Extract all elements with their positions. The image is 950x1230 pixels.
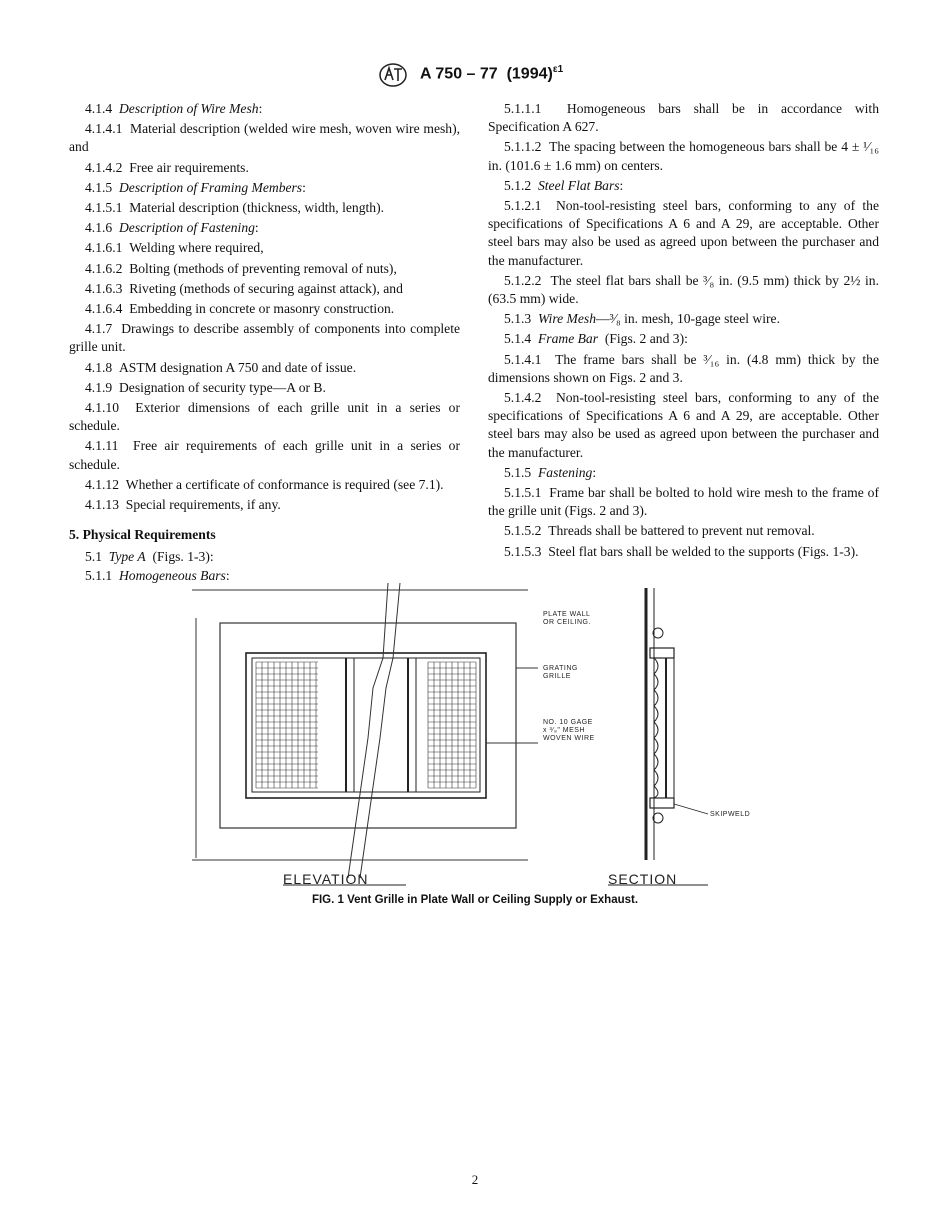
label-plate-wall-2: OR CEILING. [543, 619, 591, 626]
paragraph-5-1: 5.1 Type A (Figs. 1-3): [85, 549, 214, 565]
paragraph-4-1-6-1: 4.1.6.1 Welding where required, [85, 240, 264, 256]
label-section: SECTION [608, 871, 678, 887]
paragraph-4-1-8: 4.1.8 ASTM designation A 750 and date of issue. [85, 359, 357, 375]
wire-mesh-left [256, 662, 318, 788]
paragraph-5-1-4: 5.1.4 Frame Bar (Figs. 2 and 3): [504, 331, 688, 347]
right-column [488, 100, 879, 561]
label-weld: SKIPWELD [710, 811, 751, 818]
label-grating-2: GRILLE [543, 673, 571, 680]
paragraph-5-1-2-1: 5.1.2.1 Non-tool-resisting steel bars, conforming to any of the specifications of Specifications A 6 and A 29, are acceptable. Other steel bars may also be used as agreed upon between the purchaser and the manufacturer. [488, 198, 880, 268]
paragraph-5-1-1-2: 5.1.1.2 The spacing between the homogeneous bars shall be 4 ± ¹⁄₁₆ in. (101.6 ± 1.6 mm) on centers. [488, 139, 879, 173]
label-mesh: NO. 10 GAGE [543, 719, 593, 726]
label-mesh-2: x ³⁄₈" MESH [543, 727, 586, 734]
standard-designation: A 750 – 77 $(1994)^{\varepsilon 1}$ [420, 64, 564, 83]
paragraph-4-1-7: 4.1.7 Drawings to describe assembly of components into complete grille unit. [69, 321, 461, 355]
astm-logo-icon [378, 62, 408, 88]
paragraph-4-1-6-4: 4.1.6.4 Embedding in concrete or masonry construction. [85, 301, 395, 317]
paragraph-5-1-2-2: 5.1.2.2 The steel flat bars shall be ³⁄₈ in. (9.5 mm) thick by 2½ in. (63.5 mm) wide. [488, 272, 879, 307]
paragraph-4-1-6-3: 4.1.6.3 Riveting (methods of securing against attack), and [85, 280, 403, 296]
paragraph-4-1-11: 4.1.11 Free air requirements of each grille unit in a series or schedule. [69, 438, 460, 472]
label-plate-wall: PLATE WALL [543, 611, 591, 618]
paragraph-5-1-5-2: 5.1.5.2 Threads shall be battered to prevent nut removal. [504, 523, 815, 539]
paragraph-4-1-9: 4.1.9 Designation of security type—A or B. [85, 379, 326, 395]
page-number: 2 [471, 1172, 479, 1187]
label-grating: GRATING [543, 665, 578, 672]
paragraph-5-1-1: 5.1.1 Homogeneous Bars: [85, 567, 230, 583]
label-mesh-3: WOVEN WIRE [543, 735, 595, 742]
paragraph-5-1-4-2: 5.1.4.2 Non-tool-resisting steel bars, conforming to any of the specifications of Specifications A 6 and A 29, are acceptable. Other steel bars may also be used as agreed upon between the purchaser and the manufacturer. [488, 390, 880, 460]
paragraph-5-1-4-1: 5.1.4.1 The frame bars shall be ³⁄₁₆ in. (4.8 mm) thick by the dimensions shown on Figs. 2 and 3. [488, 351, 880, 385]
paragraph-4-1-12: 4.1.12 Whether a certificate of conformance is required (see 7.1). [85, 476, 444, 492]
left-paragraphs [69, 100, 460, 514]
paragraph-5-1-5: 5.1.5 Fastening: [504, 464, 597, 480]
left-column [69, 100, 460, 585]
paragraph-4-1-4: 4.1.4 Description of Wire Mesh: [85, 101, 263, 116]
label-elevation: ELEVATION [283, 871, 369, 887]
paragraph-5-1-1-1: 5.1.1.1 Homogeneous bars shall be in accordance with Specification A 627. [488, 101, 879, 135]
figure-1-drawing [188, 578, 768, 888]
paragraph-4-1-5-1: 4.1.5.1 Material description (thickness, width, length). [85, 200, 385, 216]
paragraph-4-1-4-1: 4.1.4.1 Material description (welded wire mesh, woven wire mesh), and [69, 121, 461, 155]
section-heading: 5. Physical Requirements [69, 527, 216, 543]
page-header [0, 60, 950, 90]
paragraph-5-1-3: 5.1.3 Wire Mesh—³⁄₈ in. mesh, 10-gage steel wire. [504, 311, 780, 327]
wire-mesh-right [428, 662, 476, 788]
paragraph-4-1-10: 4.1.10 Exterior dimensions of each grille unit in a series or schedule. [69, 400, 460, 434]
figure-caption: FIG. 1 Vent Grille in Plate Wall or Ceiling Supply or Exhaust. [311, 894, 639, 906]
paragraph-4-1-5: 4.1.5 Description of Framing Members: [85, 179, 306, 195]
paragraph-4-1-13: 4.1.13 Special requirements, if any. [85, 497, 281, 513]
paragraph-5-1-2: 5.1.2 Steel Flat Bars: [504, 177, 624, 193]
paragraph-4-1-6: 4.1.6 Description of Fastening: [85, 220, 259, 236]
right-paragraphs [488, 100, 879, 561]
paragraph-5-1-5-1: 5.1.5.1 Frame bar shall be bolted to hold wire mesh to the frame of the grille unit (Figs. 2 and 3). [488, 485, 880, 519]
paragraph-5-1-5-3: 5.1.5.3 Steel flat bars shall be welded to the supports (Figs. 1-3). [504, 543, 859, 559]
paragraph-4-1-6-2: 4.1.6.2 Bolting (methods of preventing removal of nuts), [85, 260, 397, 276]
paragraph-4-1-4-2: 4.1.4.2 Free air requirements. [85, 159, 249, 175]
